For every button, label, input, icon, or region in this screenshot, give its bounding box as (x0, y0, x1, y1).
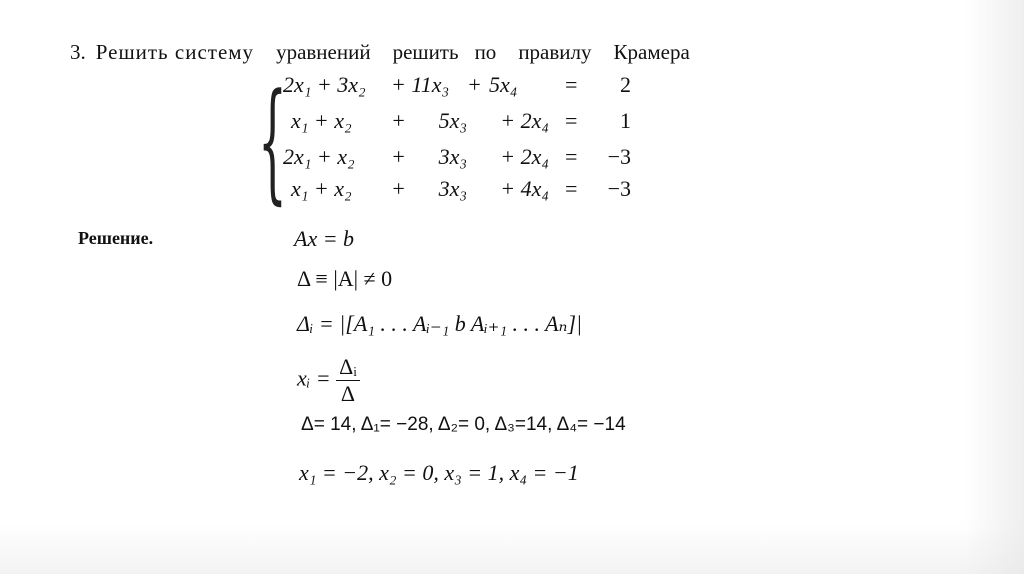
task-heading (70, 40, 690, 65)
equation-term: + (391, 108, 406, 133)
equation-row (283, 72, 631, 98)
cramer-fraction (336, 354, 360, 407)
equation-term: + 11x₃ (391, 72, 450, 97)
determinant-condition: Δ ≡ |A| ≠ 0 (297, 266, 393, 291)
fraction-denominator: Δ (340, 381, 356, 406)
system-brace: { (258, 65, 287, 217)
fraction-numerator: Δᵢ (336, 354, 360, 381)
matrix-equation (294, 226, 354, 252)
equation-term: 5x₃ (438, 108, 467, 133)
task-title-part: правилу (518, 40, 592, 64)
equation-row (283, 144, 631, 170)
equation-rhs: −3 (607, 176, 631, 201)
answer-line: x₁ = −2, x₂ = 0, x₃ = 1, x₄ = −1 (299, 460, 579, 485)
equation-row (283, 176, 631, 202)
equation-equals: = (563, 144, 579, 169)
equation-equals: = (563, 108, 579, 133)
equation-equals: = (563, 72, 579, 97)
equation-term: x₁ + x₂ (291, 108, 352, 133)
equation-term: + 2x₄ (500, 108, 549, 133)
task-title-part: решить (392, 40, 459, 64)
equation-term: x₁ + x₂ (291, 176, 352, 201)
equation-rhs: −3 (607, 144, 631, 169)
matrix-equation-text: Ax = b (294, 226, 355, 251)
page-shadow-right (964, 0, 1024, 574)
equation-term: + (391, 144, 406, 169)
equation-row (283, 108, 631, 134)
task-title-part: Решить систему (95, 40, 255, 64)
determinant-values: Δ= 14, Δ₁= −28, Δ₂= 0, Δ₃=14, Δ₄= −14 (301, 414, 626, 435)
equation-term: + 4x₄ (500, 176, 549, 201)
task-title-part: по (474, 40, 497, 64)
task-title-part: уравнений (276, 40, 371, 64)
equation-term: 3x₃ (438, 176, 467, 201)
task-title-part: Крамера (613, 40, 690, 64)
cramer-rule-formula (297, 354, 360, 407)
cramer-determinant-formula: Δᵢ = |[A₁ . . . Aᵢ₋₁ b Aᵢ₊₁ . . . Aₙ]| (297, 311, 583, 336)
page-shadow-bottom (0, 524, 1024, 574)
equation-rhs: 2 (620, 72, 631, 97)
solution-label: Решение. (78, 228, 154, 248)
equation-equals: = (563, 176, 579, 201)
equation-term: 5x₄ (489, 72, 518, 97)
cramer-rule-lhs: xᵢ = (297, 365, 331, 391)
equation-term: 3x₃ (438, 144, 467, 169)
equation-term: + (467, 72, 482, 97)
task-number: 3. (70, 40, 86, 64)
equation-term: 2x₁ + 3x₂ (283, 72, 366, 97)
equation-term: + (391, 176, 406, 201)
equation-term: 2x₁ + x₂ (283, 144, 355, 169)
equation-term: + 2x₄ (500, 144, 549, 169)
equation-rhs: 1 (620, 108, 631, 133)
